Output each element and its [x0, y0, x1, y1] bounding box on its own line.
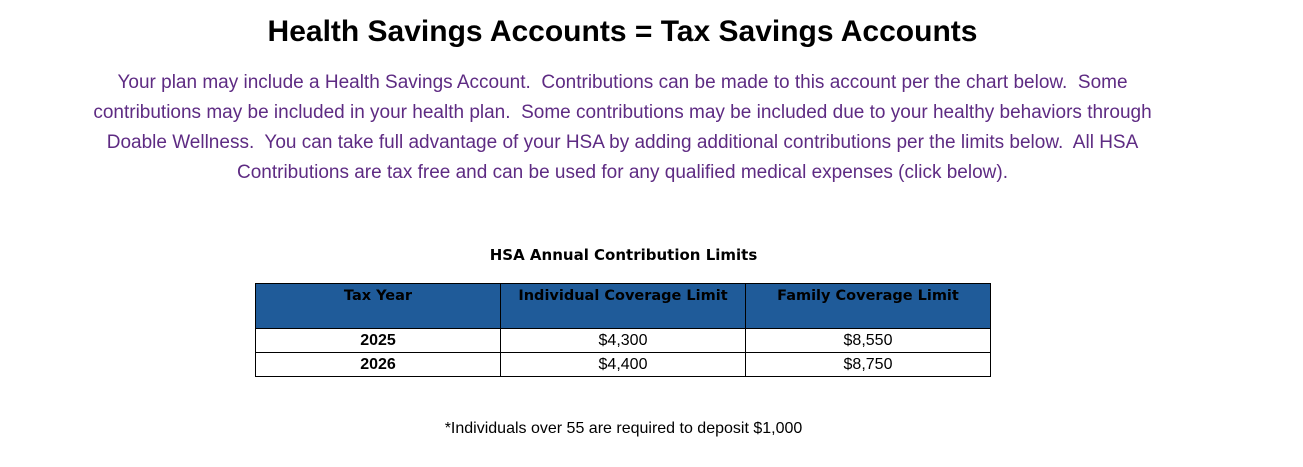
- table-caption: HSA Annual Contribution Limits: [489, 246, 758, 264]
- intro-line: Contributions are tax free and can be used for any qualified medical expenses (click below).: [237, 162, 1008, 183]
- table-row: [256, 329, 991, 353]
- family-limit-cell: $8,550: [746, 329, 991, 353]
- footnote: *Individuals over 55 are required to deposit $1,000: [444, 420, 803, 437]
- column-header-individual-limit: Individual Coverage Limit: [501, 284, 746, 329]
- intro-line: Your plan may include a Health Savings Account. Contributions can be made to this account per the chart below. Some: [117, 72, 1128, 93]
- intro-paragraph: [60, 68, 1185, 188]
- column-header-tax-year: Tax Year: [256, 284, 501, 329]
- family-limit-cell: $8,750: [746, 353, 991, 377]
- contribution-limits-table: [255, 283, 991, 377]
- table-header-row: [256, 284, 991, 329]
- intro-line: contributions may be included in your health plan. Some contributions may be included due to your healthy behaviors through: [93, 102, 1152, 123]
- table-row: [256, 353, 991, 377]
- individual-limit-cell: $4,300: [501, 329, 746, 353]
- individual-limit-cell: $4,400: [501, 353, 746, 377]
- page-title: Health Savings Accounts = Tax Savings Accounts: [267, 15, 978, 48]
- tax-year-cell: 2026: [256, 353, 501, 377]
- column-header-family-limit: Family Coverage Limit: [746, 284, 991, 329]
- tax-year-cell: 2025: [256, 329, 501, 353]
- intro-line: Doable Wellness. You can take full advantage of your HSA by adding additional contributions per the limits below. All HSA: [106, 132, 1139, 153]
